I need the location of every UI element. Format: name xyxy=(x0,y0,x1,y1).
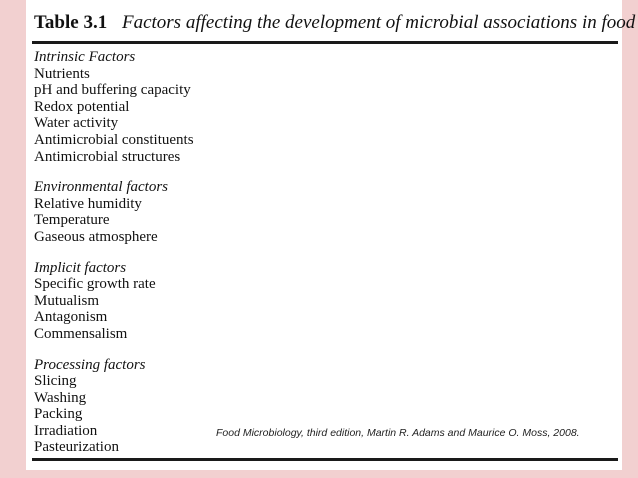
factor-groups xyxy=(34,49,434,470)
table-top-rule xyxy=(32,41,618,44)
group-environmental-factors xyxy=(34,179,434,245)
table-label: Table 3.1 xyxy=(34,12,108,33)
group-heading: Environmental factors xyxy=(34,179,169,196)
group-intrinsic-factors xyxy=(34,49,434,165)
list-item: Relative humidity xyxy=(34,195,142,212)
list-item: Specific growth rate xyxy=(34,276,156,293)
list-item: Redox potential xyxy=(34,98,130,115)
table-bottom-rule xyxy=(32,458,618,461)
group-implicit-factors xyxy=(34,260,434,343)
table-title-row xyxy=(34,12,635,34)
list-item: pH and buffering capacity xyxy=(34,82,191,99)
list-item: Gaseous atmosphere xyxy=(34,228,158,245)
list-item: Irradiation xyxy=(34,422,98,439)
table-card xyxy=(26,0,636,470)
list-item: Nutrients xyxy=(34,65,90,82)
list-item: Washing xyxy=(34,389,87,406)
group-heading: Intrinsic Factors xyxy=(34,49,136,65)
list-item: Commensalism xyxy=(34,325,128,342)
list-item: Antagonism xyxy=(34,309,108,326)
list-item: Pasteurization xyxy=(34,439,119,456)
source-citation: Food Microbiology, third edition, Martin R. Adams and Maurice O. Moss, 2008. xyxy=(216,427,580,439)
list-item: Temperature xyxy=(34,212,110,229)
list-item: Antimicrobial constituents xyxy=(34,131,194,148)
list-item: Mutualism xyxy=(34,292,100,309)
group-processing-factors xyxy=(34,357,434,457)
list-item: Water activity xyxy=(34,115,119,132)
group-heading: Processing factors xyxy=(34,356,146,373)
table-title: Factors affecting the development of microbial associations in food xyxy=(121,12,636,33)
list-item: Antimicrobial structures xyxy=(34,148,181,165)
list-item: Packing xyxy=(34,406,83,423)
list-item: Slicing xyxy=(34,373,77,390)
group-heading: Implicit factors xyxy=(34,259,127,276)
